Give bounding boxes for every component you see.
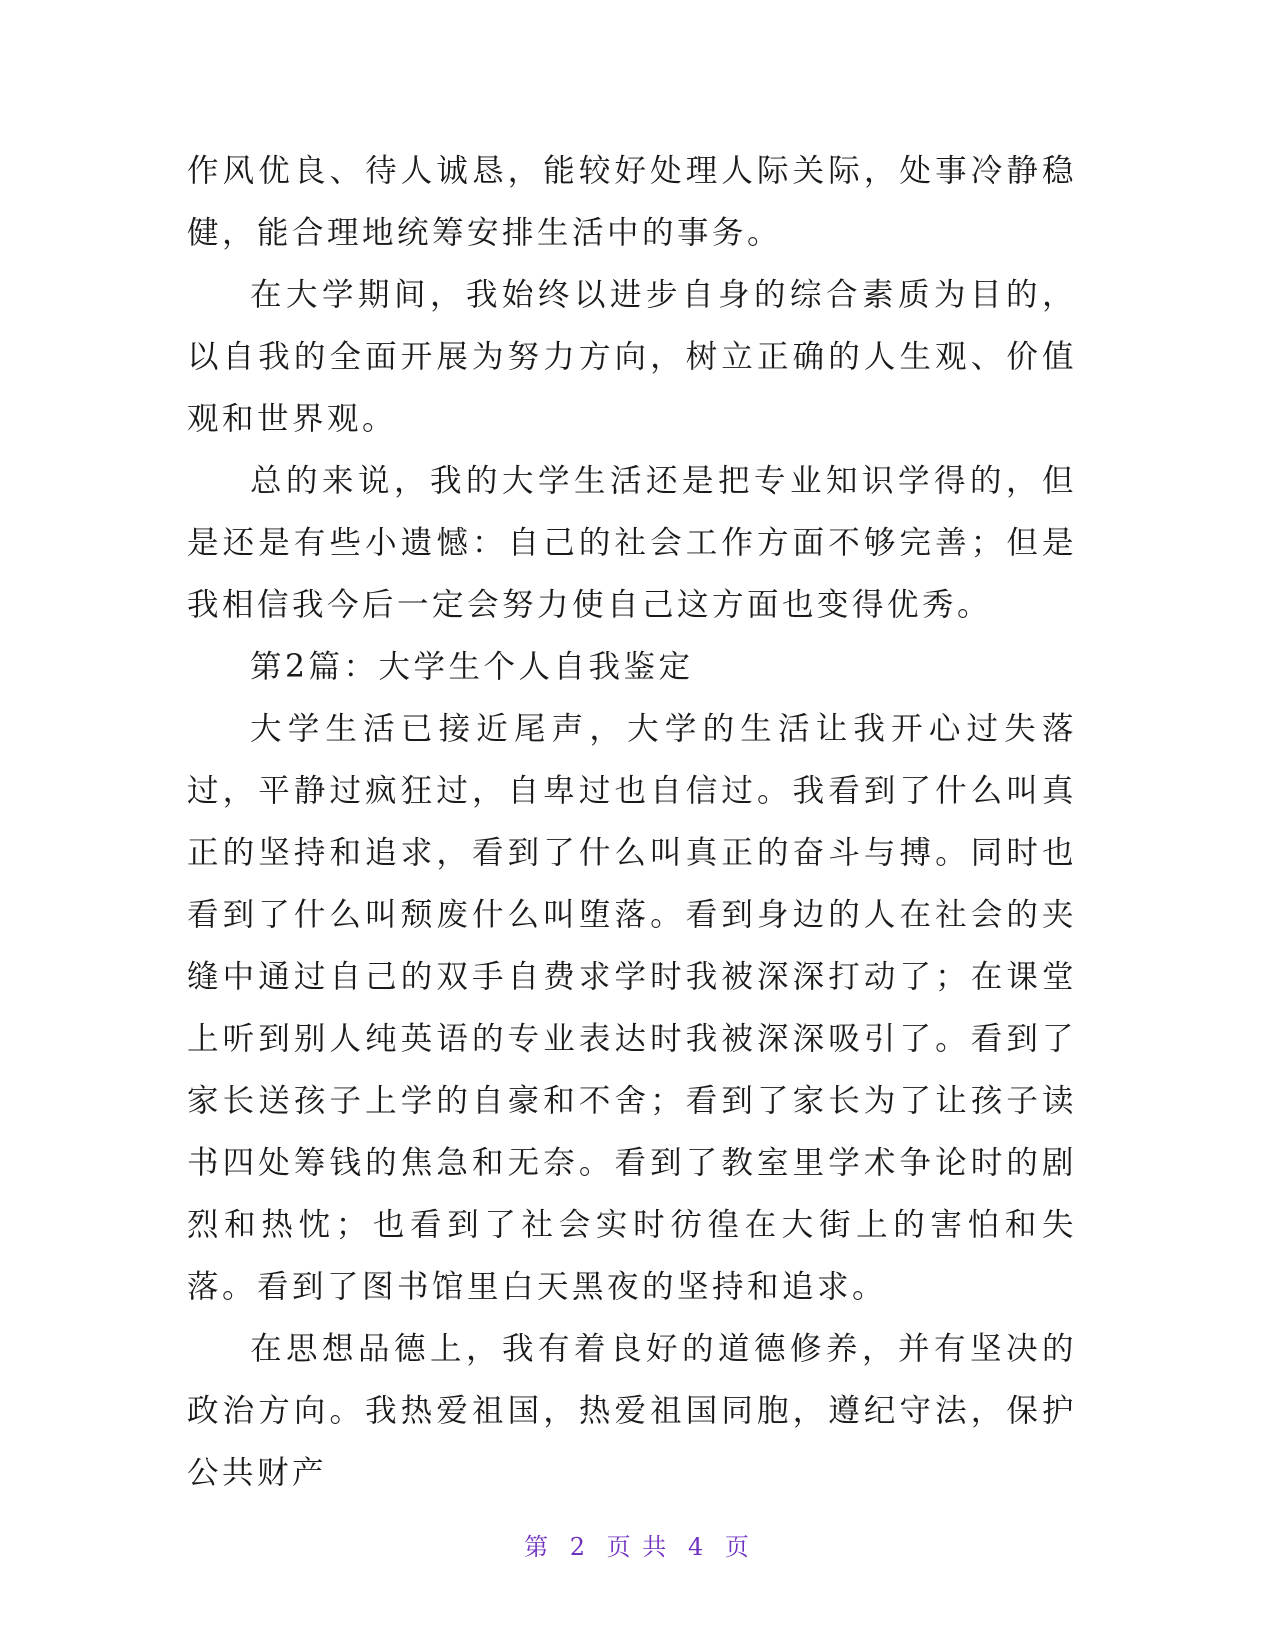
document-body — [187, 140, 1077, 1504]
paragraph-4: 大学生活已接近尾声，大学的生活让我开心过失落过，平静过疯狂过，自卑过也自信过。我看到了什么叫真正的坚持和追求，看到了什么叫真正的奋斗与搏。同时也看到了什么叫颓废什么叫堕落。看到身边的人在社会的夹缝中通过自己的双手自费求学时我被深深打动了；在课堂上听到别人纯英语的专业表达时我被深深吸引了。看到了家长送孩子上学的自豪和不舍；看到了家长为了让孩子读书四处筹钱的焦急和无奈。看到了教室里学术争论时的剧烈和热忱；也看到了社会实时彷徨在大街上的害怕和失落。看到了图书馆里白天黑夜的坚持和追求。 — [187, 711, 1077, 1305]
footer-middle: 页 共 — [606, 1533, 669, 1561]
page-footer — [0, 1527, 1275, 1562]
footer-prefix: 第 — [524, 1533, 551, 1561]
footer-page-number: 2 — [569, 1533, 588, 1561]
footer-suffix: 页 — [724, 1533, 751, 1561]
paragraph-3: 总的来说，我的大学生活还是把专业知识学得的，但是还是有些小遗憾：自己的社会工作方面不够完善；但是我相信我今后一定会努力使自己这方面也变得优秀。 — [187, 463, 1077, 623]
paragraph-5: 在思想品德上，我有着良好的道德修养，并有坚决的政治方向。我热爱祖国，热爱祖国同胞，遵纪守法，保护公共财产 — [187, 1331, 1077, 1491]
footer-total-pages: 4 — [687, 1533, 706, 1561]
section-heading: 第2篇：大学生个人自我鉴定 — [250, 649, 694, 685]
paragraph-1: 作风优良、待人诚恳，能较好处理人际关际，处事冷静稳健，能合理地统筹安排生活中的事务。 — [187, 153, 1077, 251]
paragraph-2: 在大学期间，我始终以进步自身的综合素质为目的，以自我的全面开展为努力方向，树立正确的人生观、价值观和世界观。 — [187, 277, 1077, 437]
